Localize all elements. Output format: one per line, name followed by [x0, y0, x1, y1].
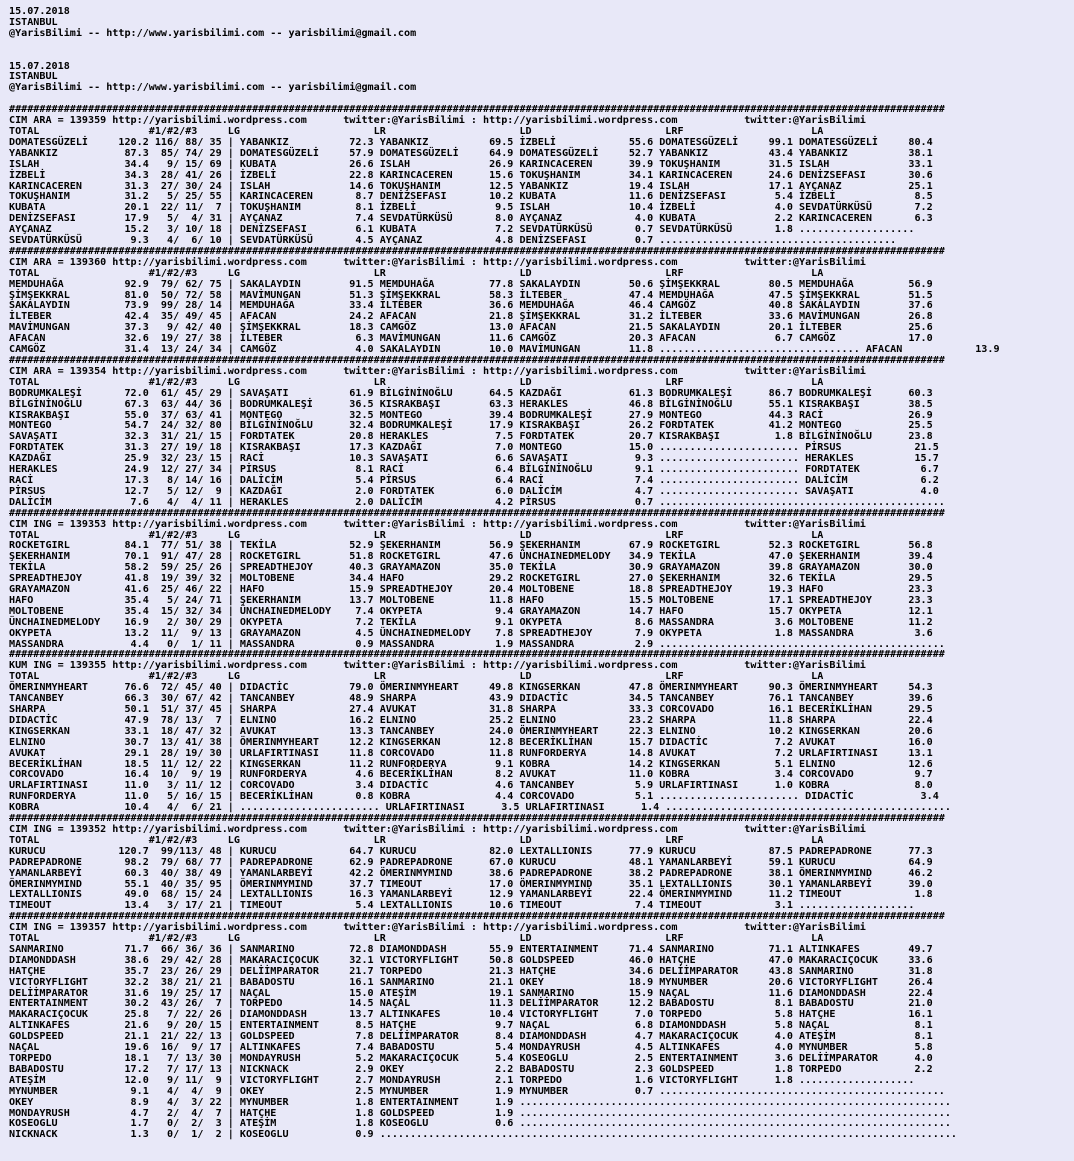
- report-line: MEMDUHAĞA 92.9 79/ 62/ 75 | SAKALAYDIN 91.5 MEMDUHAĞA 77.8 SAKALAYDIN 50.6 ŞİMŞEKKRAL 80.5 MEMDUHAĞA 56.9: [9, 278, 933, 290]
- report-line: ATEŞİM 12.0 9/ 11/ 9 | VICTORYFLIGHT 2.7 MONDAYRUSH 2.1 TORPEDO 1.6 VICTORYFLIGHT 1.8 ...................: [9, 1074, 915, 1086]
- report-line: 15.07.2018: [9, 60, 70, 72]
- report-line: TORPEDO 18.1 7/ 13/ 30 | MONDAYRUSH 5.2 MAKARACIÇOCUK 5.4 KOSEOGLU 2.5 ENTERTAINMENT 3.6 DELİİMPARATOR 4.0: [9, 1053, 933, 1064]
- report-line: TOTAL #1/#2/#3 LG LR LD LRF LA: [9, 267, 824, 279]
- report-line: CIM ING = 139357 http://yarisbilimi.wordpress.com twitter:@YarisBilimi : http://yarisbilimi.wordpress.com twitter:@YarisBilimi: [9, 922, 866, 934]
- report-line: MONDAYRUSH 4.7 2/ 4/ 7 | HATÇHE 1.8 GOLDSPEED 1.9 .......................................................................: [9, 1107, 951, 1119]
- report-line: @YarisBilimi -- http://www.yarisbilimi.com -- yarisbilimi@gmail.com: [9, 27, 417, 39]
- report-line: GRAYAMAZON 41.6 25/ 46/ 22 | HAFO 15.9 SPREADTHEJOY 20.4 MOLTOBENE 18.8 SPREADTHEJOY 19.3 HAFO 23.3: [9, 584, 933, 596]
- report-line: DIDACTİC 47.9 78/ 13/ 7 | ELNINO 16.2 ELNINO 25.2 ELNINO 23.2 SHARPA 11.8 SHARPA 22.4: [9, 714, 933, 726]
- report-line: ##########################################################################################################################################################: [9, 245, 945, 257]
- report-line: CIM ARA = 139360 http://yarisbilimi.wordpress.com twitter:@YarisBilimi : http://yarisbilimi.wordpress.com twitter:@YarisBilimi: [9, 256, 866, 268]
- report-line: DOMATESGÜZELİ 120.2 116/ 88/ 35 | YABANKIZ 72.3 YABANKIZ 69.5 İZBELİ 55.6 DOMATESGÜZELİ 99.1 DOMATESGÜZELİ 80.4: [9, 136, 933, 148]
- report-line: SAVAŞATI 32.3 31/ 21/ 15 | FORDTATEK 20.8 HERAKLES 7.5 FORDTATEK 20.7 KISRAKBAŞI 1.8 BİLGİNİNOĞLU 23.8: [9, 431, 933, 443]
- report-line: ISTANBUL: [9, 16, 58, 28]
- report-line: VICTORYFLIGHT 32.2 38/ 21/ 21 | BABADOSTU 16.1 SANMARINO 21.1 OKEY 18.9 MYNUMBER 20.6 VICTORYFLIGHT 26.4: [9, 976, 933, 988]
- report-line: CIM ING = 139352 http://yarisbilimi.wordpress.com twitter:@YarisBilimi : http://yarisbilimi.wordpress.com twitter:@YarisBilimi: [9, 823, 866, 835]
- report-line: HATÇHE 35.7 23/ 26/ 29 | DELİİMPARATOR 21.7 TORPEDO 21.3 HATÇHE 34.6 DELİİMPARATOR 43.8 SANMARINO 31.8: [9, 965, 933, 977]
- report-line: ALTINKAFES 21.6 9/ 20/ 15 | ENTERTAINMENT 8.5 HATÇHE 9.7 NAÇAL 6.8 DIAMONDDASH 5.8 NAÇAL 8.1: [9, 1020, 933, 1032]
- report-line: KOSEOGLU 1.7 0/ 2/ 3 | ATEŞİM 1.8 KOSEOGLU 0.6 .......................................................................: [9, 1118, 951, 1130]
- report-line: DENİZSEFASI 17.9 5/ 4/ 31 | AYÇANAZ 7.4 SEVDATÜRKÜSÜ 8.0 AYÇANAZ 4.0 KUBATA 2.2 KARINCACEREN 6.3: [9, 213, 933, 225]
- report-line: RACİ 17.3 8/ 14/ 16 | DALİCİM 5.4 PİRSUS 6.4 RACİ 7.4 ....................... DALİCİM 6.2: [9, 474, 939, 486]
- report-line: [9, 40, 1074, 51]
- report-line: İZBELİ 34.3 28/ 41/ 26 | İZBELİ 22.8 KARINCACEREN 15.6 TOKUŞHANIM 34.1 KARINCACEREN 24.6 DENİZSEFASI 30.6: [9, 169, 933, 181]
- report-line: TOTAL #1/#2/#3 LG LR LD LRF LA: [9, 933, 824, 945]
- report-line: ISTANBUL: [9, 71, 58, 83]
- report-line: TOTAL #1/#2/#3 LG LR LD LRF LA: [9, 529, 824, 541]
- report-line: ##########################################################################################################################################################: [9, 649, 945, 661]
- report-line: YABANKIZ 87.3 85/ 74/ 29 | DOMATESGÜZELİ 57.9 DOMATESGÜZELİ 64.9 DOMATESGÜZELİ 52.7 YABANKIZ 43.4 YABANKIZ 38.1: [9, 147, 933, 159]
- report-line: CIM ING = 139353 http://yarisbilimi.wordpress.com twitter:@YarisBilimi : http://yarisbilimi.wordpress.com twitter:@YarisBilimi: [9, 518, 866, 530]
- report-line: KOBRA 10.4 4/ 6/ 21 | ....................... URLAFIRTINASI 3.5 URLAFIRTINASI 1.4 ...............................................: [9, 802, 951, 814]
- report-line: RUNFORDERYA 11.0 5/ 16/ 15 | BECERİKLİHAN 0.8 KOBRA 4.4 CORCOVADO 5.1 ....................... DIDACTİC 3.4: [9, 791, 939, 803]
- report-line: OKEY 8.9 4/ 3/ 22 | MYNUMBER 1.8 ENTERTAINMENT 1.9 .......................................................................: [9, 1096, 951, 1108]
- report-line: YAMANLARBEYİ 60.3 40/ 38/ 49 | YAMANLARBEYİ 42.2 ÖMERINMYMIND 38.6 PADREPADRONE 38.2 PADREPADRONE 38.1 ÖMERINMYMIND 46.2: [9, 867, 933, 879]
- report-line: NICKNACK 1.3 0/ 1/ 2 | KOSEOGLU 0.9 ...............................................................................................: [9, 1129, 958, 1141]
- report-line: ÖMERINMYMIND 55.1 40/ 35/ 95 | ÖMERINMYMIND 37.7 TIMEOUT 17.0 ÖMERINMYMIND 35.1 LEXTALLIONIS 30.1 YAMANLARBEYİ 39.0: [9, 878, 933, 890]
- report-line: MASSANDRA 4.4 0/ 1/ 11 | MASSANDRA 0.9 MASSANDRA 1.9 MASSANDRA 2.9 ...............................................: [9, 638, 945, 650]
- report-line: TOTAL #1/#2/#3 LG LR LD LRF LA: [9, 671, 824, 683]
- report-line: LEXTALLIONIS 49.0 68/ 15/ 24 | LEXTALLIONIS 16.3 YAMANLARBEYİ 12.9 YAMANLARBEYİ 22.4 ÖMERINMYMIND 11.2 TIMEOUT 1.8: [9, 889, 933, 901]
- report-line: AFACAN 32.6 19/ 27/ 38 | İLTEBER 6.3 MAVİMUNGAN 11.6 CAMGÖZ 20.3 AFACAN 6.7 CAMGÖZ 17.0: [9, 333, 933, 345]
- report-line: BODRUMKALEŞİ 72.0 61/ 45/ 29 | SAVAŞATI 61.9 BİLGİNİNOĞLU 64.5 KAZDAĞI 61.3 BODRUMKALEŞİ 86.7 BODRUMKALEŞİ 60.3: [9, 387, 933, 399]
- report-line: ##########################################################################################################################################################: [9, 507, 945, 519]
- report-line: SEVDATÜRKÜSÜ 9.3 4/ 6/ 10 | SEVDATÜRKÜSÜ 4.5 AYÇANAZ 4.8 DENİZSEFASI 0.7 .......................................: [9, 235, 897, 247]
- report-line: KAZDAĞI 25.9 32/ 23/ 15 | RACİ 10.3 SAVAŞATI 6.6 SAVAŞATI 9.3 ....................... HERAKLES 15.7: [9, 453, 939, 465]
- report-line: ISLAH 34.4 9/ 15/ 69 | KUBATA 26.6 ISLAH 26.9 KARINCACEREN 39.9 TOKUŞHANIM 31.5 ISLAH 33.1: [9, 158, 933, 170]
- report-line: DELİİMPARATOR 31.6 19/ 25/ 17 | NAÇAL 15.0 ATEŞİM 19.1 SANMARINO 15.9 NAÇAL 11.6 DIAMONDDASH 22.4: [9, 987, 933, 999]
- report-line: BECERİKLİHAN 18.5 11/ 12/ 22 | KINGSERKAN 11.2 RUNFORDERYA 9.1 KOBRA 14.2 KINGSERKAN 5.1 ELNINO 12.6: [9, 758, 933, 770]
- report-line: KARINCACEREN 31.3 27/ 30/ 24 | ISLAH 14.6 TOKUŞHANIM 12.5 YABANKIZ 19.4 ISLAH 17.1 AYÇANAZ 25.1: [9, 180, 933, 192]
- report-line: PADREPADRONE 98.2 79/ 68/ 77 | PADREPADRONE 62.9 PADREPADRONE 67.0 KURUCU 48.1 YAMANLARBEYİ 59.1 KURUCU 64.9: [9, 856, 933, 868]
- report-line: URLAFIRTINASI 11.0 3/ 11/ 12 | CORCOVADO 3.4 DIDACTİC 4.6 TANCANBEY 5.9 URLAFIRTINASI 1.0 KOBRA 8.0: [9, 780, 933, 792]
- report-line: @YarisBilimi -- http://www.yarisbilimi.com -- yarisbilimi@gmail.com: [9, 82, 417, 94]
- report-line: DALİCİM 7.6 4/ 4/ 11 | HERAKLES 2.0 DALİCİM 4.2 PİRSUS 0.7 ...............................................: [9, 496, 945, 508]
- report-line: ##########################################################################################################################################################: [9, 911, 945, 923]
- report-line: FORDTATEK 31.3 27/ 19/ 18 | KISRAKBAŞI 17.3 KAZDAĞI 7.0 MONTEGO 15.0 ....................... PİRSUS 21.5: [9, 442, 939, 454]
- report-line: PİRSUS 12.7 5/ 12/ 9 | KAZDAĞI 2.0 FORDTATEK 6.0 DALİCİM 4.7 ....................... SAVAŞATI 4.0: [9, 485, 939, 497]
- report-line: KUBATA 20.1 22/ 11/ 7 | TOKUŞHANIM 8.1 İZBELİ 9.5 ISLAH 10.4 İZBELİ 4.0 SEVDATÜRKÜSÜ 7.2: [9, 202, 933, 214]
- report-line: ELNINO 30.7 13/ 41/ 38 | ÖMERINMYHEART 12.2 KINGSERKAN 12.8 BECERİKLİHAN 15.7 DIDACTİC 7.2 AVUKAT 16.0: [9, 736, 933, 748]
- report-line: ÖMERINMYHEART 76.6 72/ 45/ 40 | DIDACTİC 79.0 ÖMERINMYHEART 49.8 KINGSERKAN 47.8 ÖMERINMYHEART 90.3 ÖMERINMYHEART 54.3: [9, 682, 933, 694]
- report-line: GOLDSPEED 21.1 21/ 22/ 13 | GOLDSPEED 7.8 DELİİMPARATOR 8.4 DIAMONDDASH 4.7 MAKARACIÇOCUK 4.0 ATEŞİM 8.1: [9, 1031, 933, 1043]
- report-line: HERAKLES 24.9 12/ 27/ 34 | PİRSUS 8.1 RACİ 6.4 BİLGİNİNOĞLU 9.1 ....................... FORDTATEK 6.7: [9, 464, 939, 476]
- report-line: TIMEOUT 13.4 3/ 17/ 21 | TIMEOUT 5.4 LEXTALLIONIS 10.6 TIMEOUT 7.4 TIMEOUT 3.1 ...................: [9, 900, 915, 912]
- report-line: 15.07.2018: [9, 6, 70, 17]
- report-line: [9, 51, 1074, 62]
- report-line: SANMARINO 71.7 66/ 36/ 36 | SANMARINO 72.8 DIAMONDDASH 55.9 ENTERTAINMENT 71.4 SANMARINO 71.1 ALTINKAFES 49.7: [9, 943, 933, 955]
- report-line: ROCKETGIRL 84.1 77/ 51/ 38 | TEKİLA 52.9 ŞEKERHANIM 56.9 ŞEKERHANIM 67.9 ROCKETGIRL 52.3 ROCKETGIRL 56.8: [9, 540, 933, 552]
- report-line: NAÇAL 19.6 16/ 9/ 17 | ALTINKAFES 7.4 BABADOSTU 5.4 MONDAYRUSH 4.5 ALTINKAFES 4.0 MYNUMBER 5.8: [9, 1042, 933, 1054]
- report-line: KUM ING = 139355 http://yarisbilimi.wordpress.com twitter:@YarisBilimi : http://yarisbilimi.wordpress.com twitter:@YarisBilimi: [9, 660, 866, 672]
- report-line: İLTEBER 42.4 35/ 49/ 45 | AFACAN 24.2 AFACAN 21.8 ŞİMŞEKKRAL 31.2 İLTEBER 33.6 MAVİMUNGAN 26.8: [9, 311, 933, 323]
- report-line: MOLTOBENE 35.4 15/ 32/ 34 | ÜNCHAINEDMELODY 7.4 OKYPETA 9.4 GRAYAMAZON 14.7 HAFO 15.7 OKYPETA 12.1: [9, 605, 933, 617]
- report-line: TOTAL #1/#2/#3 LG LR LD LRF LA: [9, 376, 824, 388]
- report-line: ##########################################################################################################################################################: [9, 355, 945, 366]
- report-line: TOTAL #1/#2/#3 LG LR LD LRF LA: [9, 125, 824, 137]
- report-line: CAMGÖZ 31.4 13/ 24/ 34 | CAMGÖZ 4.0 SAKALAYDIN 10.0 MAVİMUNGAN 11.8 ................................. AFACAN 13.9: [9, 344, 1000, 356]
- report-line: SHARPA 50.1 51/ 37/ 45 | SHARPA 27.4 AVUKAT 31.8 SHARPA 33.3 CORCOVADO 16.1 BECERİKLİHAN 29.5: [9, 704, 933, 715]
- report-line: MAVİMUNGAN 37.3 9/ 42/ 40 | ŞİMŞEKKRAL 18.3 CAMGÖZ 13.0 AFACAN 21.5 SAKALAYDIN 20.1 İLTEBER 25.6: [9, 322, 933, 334]
- report-line: MYNUMBER 9.1 4/ 4/ 9 | OKEY 2.5 MYNUMBER 1.9 MYNUMBER 0.7 ...............................................: [9, 1085, 945, 1097]
- report-line: SPREADTHEJOY 41.8 19/ 39/ 32 | MOLTOBENE 34.4 HAFO 29.2 ROCKETGIRL 27.0 ŞEKERHANIM 32.6 TEKİLA 29.5: [9, 573, 933, 585]
- report-line: ENTERTAINMENT 30.2 43/ 26/ 7 | TORPEDO 14.5 NAÇAL 11.3 DELİİMPARATOR 12.2 BABADOSTU 8.1 BABADOSTU 21.0: [9, 998, 933, 1010]
- report-line: AVUKAT 29.1 28/ 19/ 30 | URLAFIRTINASI 11.8 CORCOVADO 11.8 RUNFORDERYA 14.8 AVUKAT 7.2 URLAFIRTINASI 13.1: [9, 747, 933, 759]
- report-line: KURUCU 120.7 99/113/ 48 | KURUCU 64.7 KURUCU 82.0 LEXTALLIONIS 77.9 KURUCU 87.5 PADREPADRONE 77.3: [9, 845, 933, 857]
- report-line: KINGSERKAN 33.1 18/ 47/ 32 | AVUKAT 13.3 TANCANBEY 24.0 ÖMERINMYHEART 22.3 ELNINO 10.2 KINGSERKAN 20.6: [9, 725, 933, 737]
- report-line: DIAMONDDASH 38.6 29/ 42/ 28 | MAKARACIÇOCUK 32.1 VICTORYFLIGHT 50.8 GOLDSPEED 46.0 HATÇHE 47.0 MAKARACIÇOCUK 33.6: [9, 954, 933, 966]
- report-line: HAFO 35.4 5/ 24/ 71 | ŞEKERHANIM 13.7 MOLTOBENE 11.8 HAFO 15.5 MOLTOBENE 17.1 SPREADTHEJOY 23.3: [9, 594, 933, 606]
- report-line: TOTAL #1/#2/#3 LG LR LD LRF LA: [9, 834, 824, 846]
- report-line: SAKALAYDIN 73.9 99/ 28/ 14 | MEMDUHAĞA 33.4 İLTEBER 36.6 MEMDUHAĞA 46.4 CAMGÖZ 40.8 SAKALAYDIN 37.6: [9, 300, 933, 312]
- report-line: OKYPETA 13.2 11/ 9/ 13 | GRAYAMAZON 4.5 ÜNCHAINEDMELODY 7.8 SPREADTHEJOY 7.9 OKYPETA 1.8 MASSANDRA 3.6: [9, 627, 933, 639]
- report-line: ##########################################################################################################################################################: [9, 104, 945, 116]
- report-line: MONTEGO 54.7 24/ 32/ 80 | BİLGİNİNOĞLU 32.4 BODRUMKALEŞİ 17.9 KISRAKBAŞI 26.2 FORDTATEK 41.2 MONTEGO 25.5: [9, 420, 933, 432]
- report-line: TOKUŞHANIM 31.2 5/ 25/ 55 | KARINCACEREN 8.7 DENİZSEFASI 10.2 KUBATA 11.6 DENİZSEFASI 5.4 İZBELİ 8.5: [9, 191, 933, 203]
- report-line: CIM ARA = 139359 http://yarisbilimi.wordpress.com twitter:@YarisBilimi : http://yarisbilimi.wordpress.com twitter:@YarisBilimi: [9, 115, 866, 127]
- report-line: KISRAKBAŞI 55.0 37/ 63/ 41 | MONTEGO 32.5 MONTEGO 39.4 BODRUMKALEŞİ 27.9 MONTEGO 44.3 RACİ 26.9: [9, 409, 933, 421]
- report-line: BİLGİNİNOĞLU 67.3 63/ 44/ 36 | BODRUMKALEŞİ 36.5 KISRAKBAŞI 63.3 HERAKLES 46.8 BİLGİNİNOĞLU 55.1 KISRAKBAŞI 38.5: [9, 398, 933, 410]
- report-line: TEKİLA 58.2 59/ 25/ 26 | SPREADTHEJOY 40.3 GRAYAMAZON 35.0 TEKİLA 30.9 GRAYAMAZON 39.8 GRAYAMAZON 30.0: [9, 562, 933, 574]
- report-line: ##########################################################################################################################################################: [9, 813, 945, 825]
- report-line: CORCOVADO 16.4 10/ 9/ 19 | RUNFORDERYA 4.6 BECERİKLİHAN 8.2 AVUKAT 11.0 KOBRA 3.4 CORCOVADO 9.7: [9, 769, 933, 781]
- report-line: ŞEKERHANIM 70.1 91/ 47/ 28 | ROCKETGIRL 51.8 ROCKETGIRL 47.6 ÜNCHAINEDMELODY 34.9 TEKİLA 47.0 ŞEKERHANIM 39.4: [9, 551, 933, 563]
- report-line: AYÇANAZ 15.2 3/ 10/ 18 | DENİZSEFASI 6.1 KUBATA 7.2 SEVDATÜRKÜSÜ 0.7 SEVDATÜRKÜSÜ 1.8 ...................: [9, 224, 915, 236]
- report-line: MAKARACIÇOCUK 25.8 7/ 22/ 26 | DIAMONDDASH 13.7 ALTINKAFES 10.4 VICTORYFLIGHT 7.0 TORPEDO 5.8 HATÇHE 16.1: [9, 1009, 933, 1021]
- report-line: CIM ARA = 139354 http://yarisbilimi.wordpress.com twitter:@YarisBilimi : http://yarisbilimi.wordpress.com twitter:@YarisBilimi: [9, 365, 866, 377]
- report-line: BABADOSTU 17.2 7/ 17/ 13 | NICKNACK 2.9 OKEY 2.2 BABADOSTU 2.3 GOLDSPEED 1.8 TORPEDO 2.2: [9, 1063, 933, 1075]
- report-line: ŞİMŞEKKRAL 81.0 50/ 72/ 58 | MAVİMUNGAN 51.3 ŞİMŞEKKRAL 58.3 İLTEBER 47.4 MEMDUHAĞA 47.5 ŞİMŞEKKRAL 51.5: [9, 289, 933, 301]
- report-line: ÜNCHAINEDMELODY 16.9 2/ 30/ 29 | OKYPETA 7.2 TEKİLA 9.1 OKYPETA 8.6 MASSANDRA 3.6 MOLTOBENE 11.2: [9, 616, 933, 628]
- report-line: TANCANBEY 66.3 30/ 67/ 42 | TANCANBEY 48.9 SHARPA 43.9 DIDACTİC 34.5 TANCANBEY 76.1 TANCANBEY 39.6: [9, 693, 933, 705]
